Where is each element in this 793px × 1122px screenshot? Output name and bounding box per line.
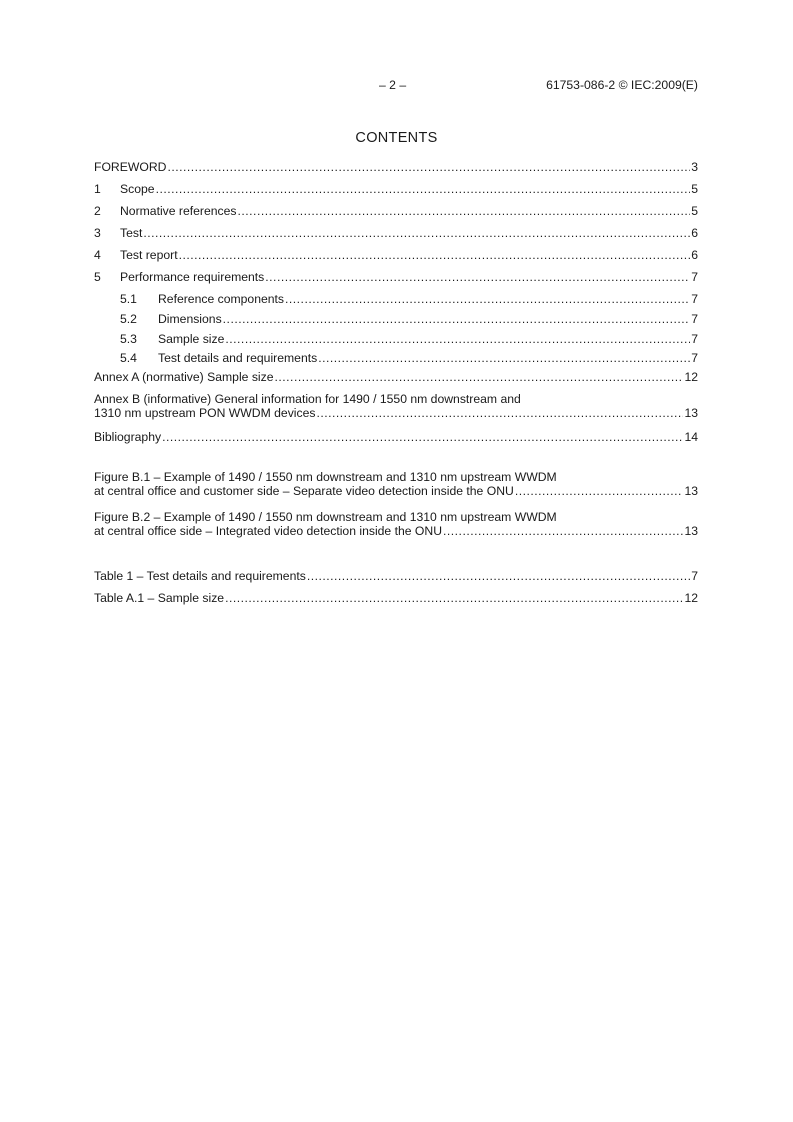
table-entry-1[interactable]: Table 1 – Test details and requirements ..... 7	[94, 569, 698, 583]
toc-entry-sample-size[interactable]: 5.3 Sample size ..... 7	[94, 332, 698, 346]
toc-entry-dimensions[interactable]: 5.2 Dimensions ..... 7	[94, 312, 698, 326]
toc-entry-foreword[interactable]: FOREWORD ..... 3	[94, 160, 698, 174]
toc-entry-normative-references[interactable]: 2 Normative references ..... 5	[94, 204, 698, 218]
page-number: – 2 –	[379, 78, 407, 92]
toc-entry-performance-requirements[interactable]: 5 Performance requirements ..... 7	[94, 270, 698, 284]
toc-entry-test-details[interactable]: 5.4 Test details and requirements ..... 7	[94, 351, 698, 365]
page-header	[94, 78, 698, 94]
toc-entry-reference-components[interactable]: 5.1 Reference components ..... 7	[94, 292, 698, 306]
toc-entry-scope[interactable]: 1 Scope ..... 5	[94, 182, 698, 196]
toc-entry-bibliography[interactable]: Bibliography ..... 14	[94, 430, 698, 444]
contents-heading: CONTENTS	[355, 130, 438, 146]
toc-entry-annex-a[interactable]: Annex A (normative) Sample size ..... 12	[94, 370, 698, 384]
document-id: 61753-086-2 © IEC:2009(E)	[546, 78, 698, 92]
toc-entry-test[interactable]: 3 Test ..... 6	[94, 226, 698, 240]
toc-entry-test-report[interactable]: 4 Test report ..... 6	[94, 248, 698, 262]
table-entry-a1[interactable]: Table A.1 – Sample size ..... 12	[94, 591, 698, 605]
toc-entry-annex-b[interactable]: Annex B (informative) General information for 1490 / 1550 nm downstream and 1310 nm upstream PON WWDM devices ..... 13	[94, 392, 698, 420]
figure-entry-b2[interactable]: Figure B.2 – Example of 1490 / 1550 nm downstream and 1310 nm upstream WWDM at central office side – Integrated video detection inside the ONU ..... 13	[94, 510, 698, 538]
figure-entry-b1[interactable]: Figure B.1 – Example of 1490 / 1550 nm downstream and 1310 nm upstream WWDM at central office and customer side – Separate video detection inside the ONU ..... 13	[94, 470, 698, 498]
